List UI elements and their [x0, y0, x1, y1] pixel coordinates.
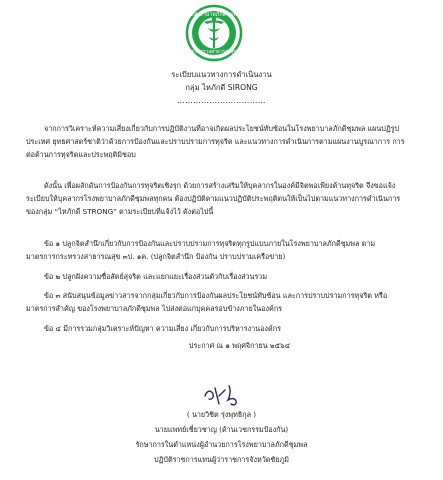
item-4-line-1: ข้อ ๔ มีการรวมกลุ่มวิเคราะห์ปัญหา ความเสี่ยง เกี่ยวกับการบริหารงานองค์กร — [44, 324, 281, 333]
item-1 — [26, 237, 428, 263]
intro-line-1: จากการวิเคราะห์ความเสี่ยงเกี่ยวกับการปฏิบัติงานที่อาจเกิดผลประโยชน์ทับซ้อนในโรงพยาบาลภักดีชุมพล แผนปฏิรูป — [44, 124, 400, 133]
signatory-name: ( นายวิชิต รุ่งพุทธิกุล ) — [186, 410, 257, 419]
item-1-line-1: ข้อ ๑ ปลูกจิตสำนึกเกี่ยวกับการป้องกันและปราบปรามการทุจริตทุกรูปแบบภายในโรงพยาบาลภักดีชุมพล ตาม — [44, 239, 376, 248]
item-1-line-2: มาตรการกระทรวงสาธารณสุข ๓ป. ๑ค. (ปลูกจิตสำนึก ป้องกัน ปราบปรามเครือข่าย) — [26, 252, 286, 261]
signature-image — [195, 380, 255, 408]
document-subtitle: กลุ่ม ไหภักดี SIRONG — [185, 83, 258, 92]
item-3-line-2: มาตรการสำคัญ ของโรงพยาบาลภักดีชุมพล ไปส่งต่อแก่บุคคลรอบข้างภายในองค์กร — [26, 304, 283, 313]
logo-bottom-text: กระทรวงสาธารณสุข — [191, 49, 237, 55]
logo-top-text: โรงพยาบาลภักดีชุมพล — [187, 12, 241, 18]
intro-line-3: ต่อต้านการทุจริตและประพฤติมิชอบ — [26, 150, 136, 159]
title-divider: …………………………… — [176, 96, 267, 105]
intro-paragraph — [26, 122, 428, 161]
item-2-line-1: ข้อ ๒ ปลูกฝังความซื่อสัตย์สุจริต และแยกแยะเรื่องส่วนตัวกับเรื่องส่วนรวม — [44, 272, 268, 281]
document-title: ระเบียบแนวทางการดำเนินงาน — [171, 70, 272, 79]
intro-line-2: ประเทศ ยุทธศาสตร์ชาติว่าด้วยการป้องกันและปราบปรามการทุจริต และแนวทางการดำเนินการตามแผนงานบูรณาการ การ — [26, 137, 405, 146]
purpose-line-1: ดังนั้น เพื่อผลักดันการป้องกันการทุจริตเชิงรุก ด้วยการสร้างเสริมให้บุคลากรในองค์มีจิตพอเพียงต้านทุจริต จึงขอแจ้ง — [44, 181, 396, 190]
purpose-line-2: ระเบียบให้บุคลากรโรงพยาบาลภักดีชุมพลทุกคน ต้องปฏิบัติตามแนวปฏิบัติประพฤติตนให้เป็นไปตามแนวทางการดำเนินการ — [26, 194, 401, 203]
item-2 — [26, 270, 428, 283]
signatory-position-2: รักษาการในตำแหน่งผู้อำนวยการโรงพยาบาลภักดีชุมพล — [135, 440, 308, 449]
signatory-position-3: ปฏิบัติราชการแทนผู้ว่าราชการจังหวัดชัยภูมิ — [154, 455, 289, 464]
announce-date: ประกาศ ณ ๑ พฤศจิกายน ๒๕๖๔ — [188, 341, 291, 350]
signatory-position-1: นายแพทย์เชี่ยวชาญ (ด้านเวชกรรมป้องกัน) — [154, 425, 289, 434]
item-4 — [26, 322, 428, 335]
item-3 — [26, 289, 428, 315]
hospital-logo — [164, 4, 264, 62]
item-3-line-1: ข้อ ๓ สนับสนุนข้อมูลข่าวสารจากกลุ่มเกี่ยวกับการป้องกันผลประโยชน์ทับซ้อน และการปราบปรามการทุจริต หรือ — [44, 291, 388, 300]
purpose-paragraph — [26, 179, 428, 218]
purpose-line-3: ของกลุ่ม “ไหภักดี STRONG” ตามระเบียบที่แจ้งไว้ ดังต่อไปนี้ — [26, 207, 214, 216]
